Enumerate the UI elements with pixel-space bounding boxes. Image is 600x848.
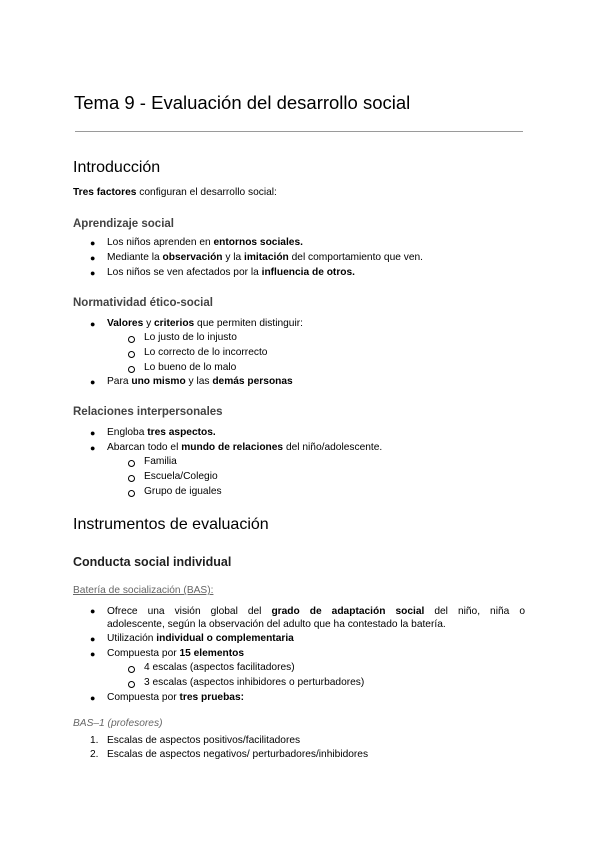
- sub-bullet: [128, 475, 135, 482]
- sub-list-item: Lo bueno de lo malo: [144, 362, 237, 373]
- sub-list-item: Grupo de iguales: [144, 486, 222, 497]
- bullet: ●: [90, 238, 96, 248]
- bullet: ●: [90, 649, 96, 659]
- bas1-label: BAS–1 (profesores): [73, 718, 163, 729]
- bullet: ●: [90, 693, 96, 703]
- list-item: Para uno mismo y las demás personas: [107, 376, 293, 387]
- list-item: Engloba tres aspectos.: [107, 427, 216, 438]
- sub-bullet: [128, 666, 135, 673]
- list-item: Compuesta por 15 elementos: [107, 648, 245, 659]
- bullet: ●: [90, 634, 96, 644]
- sub-bullet: [128, 336, 135, 343]
- bullet: ●: [90, 606, 96, 616]
- instrumentos-heading: Instrumentos de evaluación: [73, 516, 269, 533]
- sub-bullet: [128, 366, 135, 373]
- sub-bullet: [128, 681, 135, 688]
- sub-bullet: [128, 351, 135, 358]
- list-item-continuation: adolescente, según la observación del adulto que ha contestado la batería.: [107, 619, 446, 630]
- conducta-heading: Conducta social individual: [73, 555, 232, 569]
- list-item: Mediante la observación y la imitación del comportamiento que ven.: [107, 252, 423, 263]
- sub-list-item: Lo correcto de lo incorrecto: [144, 347, 268, 358]
- sub-list-item: 4 escalas (aspectos facilitadores): [144, 662, 295, 673]
- aprendizaje-heading: Aprendizaje social: [73, 218, 174, 230]
- intro-lead: Tres factores configuran el desarrollo social:: [73, 187, 277, 198]
- sub-list-item: 3 escalas (aspectos inhibidores o perturbadores): [144, 677, 365, 688]
- bullet: ●: [90, 443, 96, 453]
- sub-bullet: [128, 460, 135, 467]
- numbered-item: Escalas de aspectos negativos/ perturbadores/inhibidores: [107, 749, 369, 760]
- list-item: Ofrece una visión global del grado de adaptación social del niño, niña o: [107, 606, 525, 617]
- list-number: 1.: [90, 735, 99, 746]
- list-item: Los niños aprenden en entornos sociales.: [107, 237, 303, 248]
- sub-bullet: [128, 490, 135, 497]
- list-number: 2.: [90, 749, 99, 760]
- title-divider: [75, 131, 523, 132]
- bullet: ●: [90, 268, 96, 278]
- sub-list-item: Lo justo de lo injusto: [144, 332, 237, 343]
- bullet: ●: [90, 428, 96, 438]
- relaciones-heading: Relaciones interpersonales: [73, 406, 223, 418]
- bas-link[interactable]: Batería de socialización (BAS):: [73, 585, 214, 596]
- bullet: ●: [90, 319, 96, 329]
- sub-list-item: Escuela/Colegio: [144, 471, 218, 482]
- list-item: Utilización individual o complementaria: [107, 633, 294, 644]
- numbered-item: Escalas de aspectos positivos/facilitadores: [107, 735, 301, 746]
- intro-heading: Introducción: [73, 159, 161, 176]
- list-item: Los niños se ven afectados por la influencia de otros.: [107, 267, 356, 278]
- bullet: ●: [90, 253, 96, 263]
- sub-list-item: Familia: [144, 456, 177, 467]
- bullet: ●: [90, 377, 96, 387]
- list-item: Compuesta por tres pruebas:: [107, 692, 245, 703]
- list-item: Abarcan todo el mundo de relaciones del niño/adolescente.: [107, 442, 383, 453]
- document-title: Tema 9 - Evaluación del desarrollo social: [74, 92, 411, 113]
- list-item: Valores y criterios que permiten distinguir:: [107, 318, 303, 329]
- normatividad-heading: Normatividad ético-social: [73, 297, 213, 309]
